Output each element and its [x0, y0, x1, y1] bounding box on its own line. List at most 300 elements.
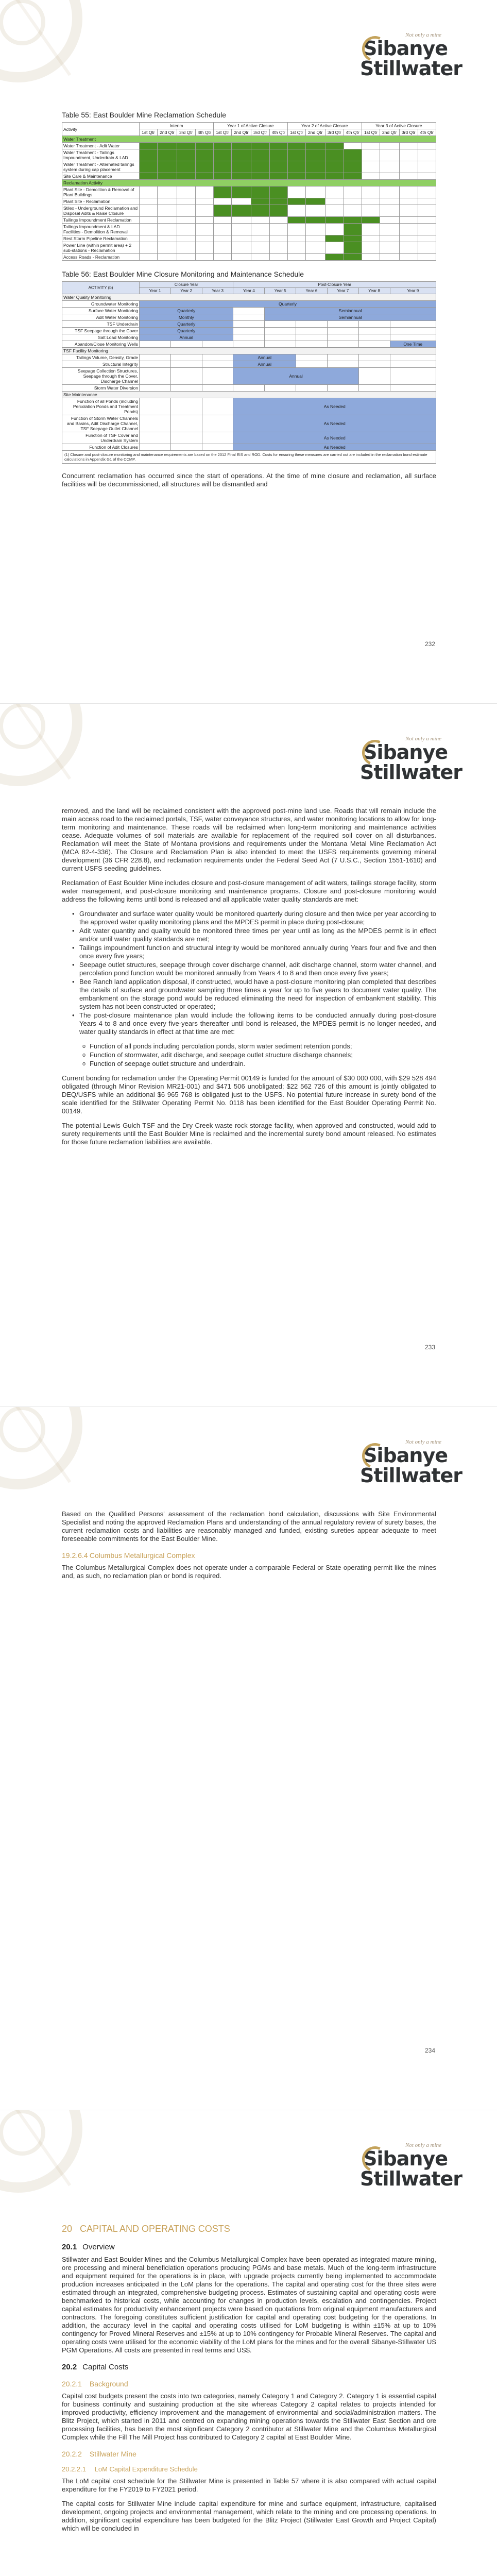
section-number: 19.2.6.4 [62, 1551, 88, 1560]
logo-word-1: Sibanye [363, 37, 448, 60]
schedule-cell-active [231, 187, 251, 198]
table-row [62, 334, 436, 341]
row-label: TSF Seepage through the Cover [62, 328, 140, 334]
empty-cell [202, 368, 233, 385]
schedule-cell [418, 187, 436, 198]
schedule-cell [231, 254, 251, 261]
schedule-cell [325, 205, 344, 217]
logo-slogan: Not only a mine [405, 1439, 441, 1445]
empty-cell [170, 341, 202, 348]
table-row [62, 242, 436, 254]
schedule-cell [213, 235, 231, 242]
empty-cell [202, 341, 233, 348]
empty-cell [358, 354, 390, 361]
schedule-cell [399, 198, 418, 205]
row-label: Structural Integrity [62, 361, 140, 368]
row-label: Site Care & Maintenance [62, 173, 140, 180]
empty-cell [140, 385, 171, 392]
schedule-cell [231, 242, 251, 254]
schedule-cell-active [269, 173, 287, 180]
empty-cell [327, 334, 358, 341]
page-235 [0, 2110, 497, 2576]
schedule-cell [418, 143, 436, 149]
empty-cell [265, 328, 296, 334]
empty-cell [170, 354, 202, 361]
year-header: Year 9 [390, 288, 436, 294]
logo-slogan: Not only a mine [405, 32, 441, 38]
schedule-cell [325, 242, 344, 254]
empty-cell [296, 341, 328, 348]
schedule-cell [399, 217, 418, 224]
schedule-cell-active [344, 242, 362, 254]
year-header: Year 4 [233, 288, 265, 294]
section-row [62, 392, 436, 398]
schedule-cell [213, 242, 231, 254]
row-label: Plant Site - Demolition & Removal of Plant Buildings [62, 187, 140, 198]
company-logo [360, 1439, 462, 1496]
table-55-caption: Table 55: East Boulder Mine Reclamation Schedule [62, 111, 227, 119]
list-item: o Function of stormwater, adit discharge, and seepage outlet structure discharge channels; [82, 1051, 436, 1059]
col-year-3: Year 3 of Active Closure [362, 123, 436, 129]
schedule-cell [418, 235, 436, 242]
empty-cell [358, 385, 390, 392]
schedule-cell [157, 254, 177, 261]
empty-cell [202, 444, 233, 451]
schedule-cell [399, 161, 418, 173]
schedule-cell [269, 242, 287, 254]
schedule-cell [305, 187, 325, 198]
schedule-cell [380, 187, 399, 198]
quarter-header: 4th Qtr [344, 129, 362, 136]
frequency-bar: Annual [233, 368, 358, 385]
schedule-cell-active [177, 149, 195, 161]
schedule-cell-active [213, 143, 231, 149]
quarter-header: 3rd Qtr [325, 129, 344, 136]
frequency-bar: Semiannual [265, 314, 436, 321]
schedule-cell [177, 187, 195, 198]
logo-word-1: Sibanye [363, 2147, 448, 2170]
col-activity-b: ACTIVITY (b) [62, 282, 140, 294]
schedule-cell-active [251, 149, 269, 161]
schedule-cell [177, 205, 195, 217]
empty-cell [202, 432, 233, 444]
schedule-cell [399, 205, 418, 217]
schedule-cell [380, 173, 399, 180]
logo-word-1: Sibanye [363, 741, 448, 764]
empty-cell [358, 361, 390, 368]
frequency-bar: Annual [233, 361, 296, 368]
schedule-cell-active [177, 161, 195, 173]
section-title: Overview [82, 2243, 115, 2251]
table-row [62, 161, 436, 173]
schedule-cell-active [344, 235, 362, 242]
quarter-header: 4th Qtr [418, 129, 436, 136]
schedule-cell-active [269, 149, 287, 161]
quarter-header: 2nd Qtr [231, 129, 251, 136]
schedule-cell [380, 143, 399, 149]
col-year-1: Year 1 of Active Closure [213, 123, 287, 129]
section-title: Capital Costs [82, 2363, 129, 2371]
row-label: Abandon/Close Monitoring Wells [62, 341, 140, 348]
watermark-circle [0, 703, 82, 786]
year-header: Year 3 [202, 288, 233, 294]
section-row [62, 348, 436, 354]
schedule-cell [399, 235, 418, 242]
schedule-cell [213, 224, 231, 235]
year-header: Year 6 [296, 288, 328, 294]
section-label: Water Treatment [62, 136, 436, 143]
schedule-cell-active [305, 173, 325, 180]
empty-cell [170, 444, 202, 451]
schedule-cell [362, 161, 380, 173]
empty-cell [140, 361, 171, 368]
row-label: Function of all Ponds (including Percolation Ponds and Treatment Ponds) [62, 398, 140, 415]
schedule-cell-active [231, 161, 251, 173]
schedule-cell-active [287, 217, 305, 224]
empty-cell [390, 354, 436, 361]
schedule-cell [399, 143, 418, 149]
frequency-bar: Quarterly [140, 321, 233, 328]
schedule-cell [195, 224, 213, 235]
table-note-row [62, 451, 436, 464]
schedule-cell [140, 242, 158, 254]
schedule-cell-active [269, 143, 287, 149]
logo-word-2: Stillwater [360, 57, 462, 80]
row-label: Salt Load Monitoring [62, 334, 140, 341]
schedule-cell [269, 224, 287, 235]
schedule-cell-active [213, 173, 231, 180]
section-label: Water Quality Monitoring [62, 294, 436, 301]
table-row [62, 341, 436, 348]
table-row [62, 301, 436, 308]
company-logo [360, 2142, 462, 2199]
frequency-bar: Quarterly [140, 308, 233, 314]
schedule-cell [140, 224, 158, 235]
table-row [62, 235, 436, 242]
row-label: TSF Underdrain [62, 321, 140, 328]
empty-cell [390, 328, 436, 334]
row-label: Water Treatment - Adit Water [62, 143, 140, 149]
schedule-cell-active [140, 149, 158, 161]
schedule-cell-active [325, 161, 344, 173]
company-logo [360, 32, 462, 89]
subsection-title: Stillwater Mine [89, 2450, 136, 2458]
col-post-closure-year: Post-Closure Year [233, 282, 436, 288]
empty-cell [265, 341, 296, 348]
frequency-bar: As Needed [233, 444, 436, 451]
schedule-cell-active [305, 217, 325, 224]
schedule-cell [195, 254, 213, 261]
empty-cell [140, 341, 171, 348]
page-233 [0, 703, 497, 1406]
schedule-cell [140, 205, 158, 217]
list-item: • Bee Ranch land application disposal, if constructed, would have a post-closure monitoring plan completed that describes the details of surface and groundwater sampling three times a year for up to five years to document water quality. The embankment on the storage pond would be reduced eliminating the need for inspection of embankment stability. This system has not been constructed or operated; [72, 978, 436, 1011]
chapter-number: 20 [62, 2224, 73, 2234]
empty-cell [390, 321, 436, 328]
closure-monitoring-table [62, 281, 436, 464]
schedule-cell [305, 242, 325, 254]
table-row [62, 254, 436, 261]
empty-cell [170, 415, 202, 432]
schedule-cell-active [269, 198, 287, 205]
schedule-cell-active [325, 143, 344, 149]
schedule-cell [177, 254, 195, 261]
schedule-cell [305, 224, 325, 235]
section-label: Reclamation Activity [62, 180, 436, 187]
schedule-cell [251, 224, 269, 235]
empty-cell [140, 368, 171, 385]
table-row [62, 444, 436, 451]
schedule-cell-active [140, 143, 158, 149]
subsubsection-heading [62, 2465, 436, 2473]
empty-cell [327, 341, 358, 348]
row-label: Tailings Volume, Density, Grade [62, 354, 140, 361]
empty-cell [327, 385, 358, 392]
section-heading [62, 2363, 436, 2371]
schedule-cell [287, 224, 305, 235]
subsubsection-title: LoM Capital Expenditure Schedule [94, 2465, 198, 2473]
schedule-cell [231, 198, 251, 205]
list-item: • Tailings impoundment function and structural integrity would be monitored annually during Years four and five and then once every five years; [72, 944, 436, 960]
schedule-cell [418, 254, 436, 261]
schedule-cell-active [362, 217, 380, 224]
col-year-2: Year 2 of Active Closure [287, 123, 362, 129]
empty-cell [296, 361, 328, 368]
row-label: Surface Water Monitoring [62, 308, 140, 314]
schedule-cell [305, 205, 325, 217]
schedule-cell [269, 254, 287, 261]
schedule-cell [195, 242, 213, 254]
logo-word-1: Sibanye [363, 1444, 448, 1467]
quarter-header: 1st Qtr [140, 129, 158, 136]
logo-slogan: Not only a mine [405, 736, 441, 742]
paragraph: Capital cost budgets present the costs into two categories, namely Category 1 and Category 2. Category 1 is essential capital for business continuity and sustaining production at the site whereas Category 2 capital relates to projects intended for improved productivity, efficiency improvement and the management of environmental and social/administration matters. The Blitz Project, which started in 2011 and centred on expanding mining operations towards the Stillwater East Section and ore processing facilities, has been the most significant Category 2 contributor at Stillwater Mine and the Columbus Metallurgical Complex while the Fill The Mill Project has contributed to Category 2 capital at East Boulder Mine. [62, 2392, 436, 2441]
table-row [62, 308, 436, 314]
section-number: 20.2 [62, 2363, 77, 2371]
empty-cell [140, 415, 171, 432]
frequency-bar: As Needed [233, 398, 436, 415]
empty-cell [358, 368, 390, 385]
list-item: o Function of seepage outlet structure and underdrain. [82, 1060, 436, 1068]
schedule-cell-active [157, 143, 177, 149]
schedule-cell-active [287, 173, 305, 180]
paragraph: Stillwater and East Boulder Mines and the Columbus Metallurgical Complex have been operated as integrated mature mining, ore processing and mineral beneficiation operations producing PGMs and base metals. Much of the long-term infrastructure and equipment required for the operations is in place, with upgrade projects currently being implemented to accommodate production increases anticipated in the LoM plans for the operations. The capital and operating cost for the three sites were estimated through an integrated, comprehensive budgeting process. Estimates of sustaining capital and operating costs were benchmarked to historical costs, while accounting for changes in production levels, escalation and contingencies. Project capital estimates for productivity enhancement projects were based on quotations from original equipment manufacturers and contractors. The foregoing constitutes sufficient justification for capital and operating cost budgeting for the operations. In addition, the accuracy level in the capital and operating costs utilised for LoM budgeting is within ±15% at up to 10% contingency for Proved Mineral Reserves and ±15% at up to 10% contingency for Probable Mineral Reserves. The capital and operating costs were utilised for the economic viability of the LoM plans for the mines and for the overall Sibanye-Stillwater US PGM Operations. All costs are presented in real terms and US$. [62, 2256, 436, 2354]
schedule-cell [399, 149, 418, 161]
schedule-cell-active [325, 149, 344, 161]
watermark-circle [0, 0, 82, 82]
schedule-cell-active [325, 235, 344, 242]
year-header: Year 8 [358, 288, 390, 294]
schedule-cell [362, 224, 380, 235]
schedule-cell [418, 205, 436, 217]
schedule-cell [157, 242, 177, 254]
schedule-cell-active [177, 173, 195, 180]
empty-cell [140, 398, 171, 415]
schedule-cell [177, 217, 195, 224]
empty-cell [233, 334, 265, 341]
schedule-cell-active [140, 173, 158, 180]
table-row [62, 415, 436, 432]
frequency-bar: One Time [390, 341, 436, 348]
page-232 [0, 0, 497, 703]
schedule-cell [287, 242, 305, 254]
empty-cell [265, 334, 296, 341]
watermark-circle [0, 2110, 82, 2193]
schedule-cell [344, 143, 362, 149]
quarter-header: 2nd Qtr [380, 129, 399, 136]
schedule-cell [418, 242, 436, 254]
schedule-cell-active [287, 143, 305, 149]
schedule-cell-active [344, 254, 362, 261]
subsection-number: 20.2.2 [62, 2450, 82, 2458]
schedule-cell [399, 187, 418, 198]
schedule-cell [140, 235, 158, 242]
schedule-cell [287, 254, 305, 261]
table-row [62, 187, 436, 198]
schedule-cell-active [157, 149, 177, 161]
schedule-cell [418, 198, 436, 205]
row-label: Function of Adit Closures [62, 444, 140, 451]
empty-cell [327, 361, 358, 368]
schedule-cell-active [195, 143, 213, 149]
schedule-cell [251, 235, 269, 242]
company-logo [360, 736, 462, 792]
quarter-header: 2nd Qtr [157, 129, 177, 136]
schedule-cell [362, 235, 380, 242]
empty-cell [233, 321, 265, 328]
schedule-cell [418, 224, 436, 235]
schedule-cell-active [269, 187, 287, 198]
paragraph: Concurrent reclamation has occurred since the start of operations. At the time of mine closure and reclamation, all surface facilities will be decommissioned, all structures will be dismantled and [62, 472, 436, 488]
schedule-cell [177, 242, 195, 254]
table-row [62, 432, 436, 444]
frequency-bar: As Needed [233, 432, 436, 444]
schedule-cell [195, 217, 213, 224]
table-row [62, 205, 436, 217]
schedule-cell [305, 235, 325, 242]
schedule-cell-active [231, 205, 251, 217]
paragraph: The potential Lewis Gulch TSF and the Dry Creek waste rock storage facility, when approved and constructed, would add to surety requirements until the East Boulder Mine is reclaimed and the incremental surety bond amount released. No estimates for those future reclamation liabilities are available. [62, 1122, 436, 1146]
empty-cell [202, 361, 233, 368]
empty-cell [358, 334, 390, 341]
schedule-cell-active [344, 173, 362, 180]
quarter-header: 4th Qtr [195, 129, 213, 136]
quarter-header: 1st Qtr [287, 129, 305, 136]
schedule-cell [177, 198, 195, 205]
frequency-bar: Annual [140, 334, 233, 341]
schedule-cell-active [213, 187, 231, 198]
schedule-cell [399, 173, 418, 180]
row-label: Seepage Collection Structures, Seepage through the Cover, Discharge Channel [62, 368, 140, 385]
empty-cell [327, 321, 358, 328]
schedule-cell [380, 242, 399, 254]
year-header: Year 5 [265, 288, 296, 294]
quarter-header: 3rd Qtr [251, 129, 269, 136]
schedule-cell-active [305, 143, 325, 149]
schedule-cell [362, 173, 380, 180]
empty-cell [265, 385, 296, 392]
schedule-cell-active [325, 254, 344, 261]
section-heading [62, 1551, 436, 1560]
empty-cell [296, 321, 328, 328]
empty-cell [202, 385, 233, 392]
row-label: Rest Storm Pipeline Reclamation [62, 235, 140, 242]
empty-cell [296, 334, 328, 341]
row-label: Function of Storm Water Channels and Basins, Adit Discharge Channel, TSF Seepage Outlet Channel [62, 415, 140, 432]
table-note: (1) Closure and post-closure monitoring and maintenance requirements are based on the 2012 Final EIS and ROD. Costs for ensuring these measures are carried out are included in the reclamation bond estimate calculations in Appendix G1 of the CCMP. [62, 451, 436, 464]
schedule-cell [399, 242, 418, 254]
table-row [62, 328, 436, 334]
schedule-cell [140, 217, 158, 224]
empty-cell [358, 328, 390, 334]
section-label: TSF Facility Monitoring [62, 348, 436, 354]
row-label: Access Roads - Reclamation [62, 254, 140, 261]
section-number: 20.1 [62, 2243, 77, 2251]
row-label: Plant Site - Reclamation [62, 198, 140, 205]
schedule-cell [140, 254, 158, 261]
page-number: 233 [424, 1344, 435, 1351]
schedule-cell [251, 254, 269, 261]
empty-cell [140, 354, 171, 361]
maintenance-sub-bullets [82, 1042, 436, 1068]
schedule-cell [380, 161, 399, 173]
page-content [62, 1510, 436, 1586]
schedule-cell [213, 217, 231, 224]
schedule-cell [231, 235, 251, 242]
empty-cell [390, 368, 436, 385]
table-row [62, 173, 436, 180]
col-closure-year: Closure Year [140, 282, 233, 288]
section-heading [62, 2243, 436, 2251]
empty-cell [202, 415, 233, 432]
table-row [62, 321, 436, 328]
empty-cell [327, 328, 358, 334]
reclamation-schedule-table [62, 122, 436, 261]
empty-cell [233, 328, 265, 334]
schedule-cell-active [325, 173, 344, 180]
section-row [62, 180, 436, 187]
empty-cell [170, 385, 202, 392]
schedule-cell [195, 205, 213, 217]
empty-cell [233, 385, 265, 392]
schedule-cell [362, 149, 380, 161]
empty-cell [358, 341, 390, 348]
page-content [62, 2213, 436, 2539]
year-header: Year 7 [327, 288, 358, 294]
schedule-cell-active [287, 149, 305, 161]
schedule-cell [418, 149, 436, 161]
quarter-header: 4th Qtr [269, 129, 287, 136]
page-number: 232 [424, 640, 435, 648]
schedule-cell [305, 254, 325, 261]
schedule-cell [418, 173, 436, 180]
schedule-cell [399, 224, 418, 235]
schedule-cell-active [305, 198, 325, 205]
schedule-cell-active [305, 161, 325, 173]
schedule-cell-active [251, 198, 269, 205]
schedule-cell-active [269, 205, 287, 217]
paragraph: Based on the Qualified Persons' assessment of the reclamation bond calculation, discussions with Site Environmental Specialist and noting the approved Reclamation Plans and understanding of the annual regulatory review of surety bases, the current reclamation costs and liabilities are reasonably managed and funded, existing sureties appear adequate to meet foreseeable commitments for the East Boulder Mine. [62, 1510, 436, 1543]
schedule-cell [399, 254, 418, 261]
schedule-cell [287, 187, 305, 198]
table-row [62, 224, 436, 235]
quarter-header: 3rd Qtr [177, 129, 195, 136]
schedule-cell-active [213, 205, 231, 217]
row-label: Tailings Impoundment & LAD Facilities - Demolition & Removal [62, 224, 140, 235]
schedule-cell-active [305, 149, 325, 161]
paragraph: The Columbus Metallurgical Complex does not operate under a comparable Federal or State operating permit like the mines and, as such, no reclamation plan or bond is required. [62, 1564, 436, 1580]
schedule-cell [195, 235, 213, 242]
